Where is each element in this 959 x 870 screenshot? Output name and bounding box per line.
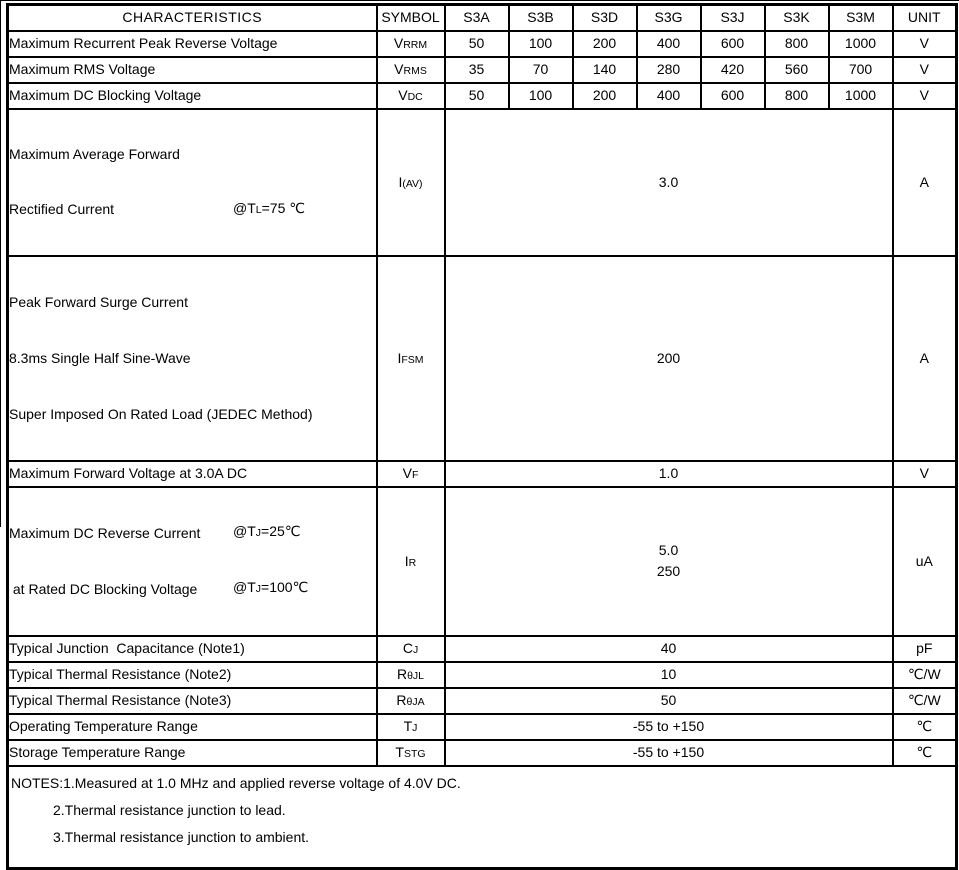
table-row: [8, 461, 957, 487]
row-label: Typical Junction Capacitance (Note1): [8, 636, 377, 662]
row-value: 420: [701, 57, 765, 83]
row-unit: uA: [893, 487, 957, 636]
table-row: [8, 662, 957, 688]
row-value: 140: [573, 57, 637, 83]
model-column-header: S3J: [701, 5, 765, 32]
row-symbol: VRMS: [377, 57, 445, 83]
characteristics-table: [6, 3, 958, 870]
row-unit: ℃/W: [893, 662, 957, 688]
model-column-header: S3B: [509, 5, 573, 32]
table-row: [8, 636, 957, 662]
row-value: -55 to +150: [445, 714, 893, 740]
row-value: 3.0: [445, 109, 893, 256]
row-unit: V: [893, 31, 957, 57]
row-label: Peak Forward Surge Current 8.3ms Single Half Sine-Wave Super Imposed On Rated Load (JEDEC Method): [8, 256, 377, 461]
row-unit: V: [893, 461, 957, 487]
row-value: 1.0: [445, 461, 893, 487]
notes-row: [8, 766, 957, 869]
table-row: [8, 714, 957, 740]
table-row: [8, 740, 957, 766]
row-value: 1000: [829, 31, 893, 57]
row-label: Typical Thermal Resistance (Note2): [8, 662, 377, 688]
row-label: Storage Temperature Range: [8, 740, 377, 766]
row-unit: ℃: [893, 714, 957, 740]
note-1: NOTES:1.Measured at 1.0 MHz and applied reverse voltage of 4.0V DC.: [11, 775, 461, 791]
model-column-header: S3D: [573, 5, 637, 32]
table-row: [8, 109, 957, 256]
note-3: 3.Thermal resistance junction to ambient.: [53, 829, 310, 845]
row-value: 100: [509, 31, 573, 57]
row-value: 5.0 250: [445, 487, 893, 636]
row-value: 1000: [829, 83, 893, 109]
page-frame-top-line: [0, 0, 959, 1]
row-symbol: VRRM: [377, 31, 445, 57]
row-label: Maximum Average Forward Rectified Current @TL=75 ℃: [8, 109, 377, 256]
row-symbol: CJ: [377, 636, 445, 662]
row-value: 50: [445, 31, 509, 57]
row-unit: A: [893, 256, 957, 461]
row-label: Maximum Recurrent Peak Reverse Voltage: [8, 31, 377, 57]
table-title: CHARACTERISTICS: [8, 5, 377, 32]
row-label: Operating Temperature Range: [8, 714, 377, 740]
row-value: 200: [573, 83, 637, 109]
table-row: [8, 487, 957, 636]
row-symbol: TJ: [377, 714, 445, 740]
model-column-header: S3G: [637, 5, 701, 32]
unit-column-header: UNIT: [893, 5, 957, 32]
row-label: Maximum Forward Voltage at 3.0A DC: [8, 461, 377, 487]
row-value: 35: [445, 57, 509, 83]
row-symbol: IFSM: [377, 256, 445, 461]
row-unit: ℃/W: [893, 688, 957, 714]
row-label: Maximum DC Reverse Current @TJ=25℃ at Rated DC Blocking Voltage @TJ=100℃: [8, 487, 377, 636]
table-row: [8, 31, 957, 57]
row-value: 600: [701, 31, 765, 57]
row-unit: V: [893, 57, 957, 83]
row-label: Typical Thermal Resistance (Note3): [8, 688, 377, 714]
row-symbol: I(AV): [377, 109, 445, 256]
test-condition: @TL=75 ℃: [233, 200, 305, 216]
row-symbol: RθJA: [377, 688, 445, 714]
row-value: 400: [637, 31, 701, 57]
row-symbol: IR: [377, 487, 445, 636]
row-value: -55 to +150: [445, 740, 893, 766]
row-value: 50: [445, 688, 893, 714]
row-value: 280: [637, 57, 701, 83]
header-row: [8, 5, 957, 32]
table-row: [8, 256, 957, 461]
page-frame-left-line: [0, 0, 1, 527]
notes-cell: [8, 766, 957, 869]
row-value: 200: [445, 256, 893, 461]
row-value: 600: [701, 83, 765, 109]
row-unit: ℃: [893, 740, 957, 766]
row-value: 40: [445, 636, 893, 662]
model-column-header: S3K: [765, 5, 829, 32]
row-label: Maximum DC Blocking Voltage: [8, 83, 377, 109]
row-value: 100: [509, 83, 573, 109]
row-value: 200: [573, 31, 637, 57]
row-value: 70: [509, 57, 573, 83]
model-column-header: S3M: [829, 5, 893, 32]
row-label: Maximum RMS Voltage: [8, 57, 377, 83]
test-condition: @TJ=25℃: [233, 523, 301, 539]
table-row: [8, 57, 957, 83]
model-column-header: S3A: [445, 5, 509, 32]
row-unit: V: [893, 83, 957, 109]
row-symbol: VF: [377, 461, 445, 487]
row-value: 560: [765, 57, 829, 83]
row-value: 800: [765, 31, 829, 57]
row-unit: pF: [893, 636, 957, 662]
note-2: 2.Thermal resistance junction to lead.: [53, 802, 286, 818]
row-value: 800: [765, 83, 829, 109]
row-symbol: TSTG: [377, 740, 445, 766]
symbol-column-header: SYMBOL: [377, 5, 445, 32]
row-value: 400: [637, 83, 701, 109]
row-value: 10: [445, 662, 893, 688]
test-condition: @TJ=100℃: [233, 579, 309, 595]
row-unit: A: [893, 109, 957, 256]
row-symbol: VDC: [377, 83, 445, 109]
row-value: 700: [829, 57, 893, 83]
row-value: 50: [445, 83, 509, 109]
table-row: [8, 688, 957, 714]
table-row: [8, 83, 957, 109]
row-symbol: RθJL: [377, 662, 445, 688]
